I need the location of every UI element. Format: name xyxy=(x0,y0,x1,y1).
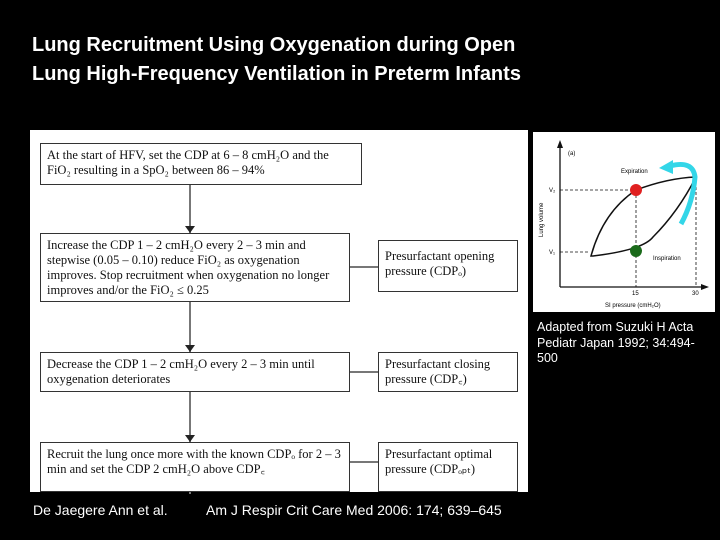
slide-title xyxy=(32,31,521,89)
v1-label: V₁ xyxy=(549,250,556,256)
connector xyxy=(349,266,378,268)
panel-label: (a) xyxy=(568,151,576,157)
hysteresis-loop xyxy=(591,177,696,256)
image-credit: Adapted from Suzuki H Acta Pediatr Japan 1992; 34:494-500 xyxy=(537,320,695,365)
x-tick-30: 30 xyxy=(692,291,699,297)
arrow-down-icon xyxy=(185,345,195,352)
outcome-opening-pressure: Presurfactant opening pressure (CDPₒ) xyxy=(378,240,518,292)
title-line-1: Lung Recruitment Using Oxygenation during Open xyxy=(32,34,516,56)
connector xyxy=(349,371,378,373)
flowchart xyxy=(30,130,528,492)
outcome-optimal-pressure: Presurfactant optimal pressure (CDPₒₚₜ) xyxy=(378,442,518,492)
arrow-down-icon xyxy=(185,435,195,442)
flow-step-3: Decrease the CDP 1 – 2 cmH₂O every 2 – 3 min until oxygenation deteriorates xyxy=(40,352,350,392)
flow-step-2: Increase the CDP 1 – 2 cmH₂O every 2 – 3 min and stepwise (0.05 – 0.10) reduce FiO₂ as oxygenation improves. Stop recruitment when oxygenation no longer improves and/or the FiO₂ ≤ 0.25 xyxy=(40,233,350,302)
inspiration-label: Inspiration xyxy=(653,256,681,262)
v2-label: V₂ xyxy=(549,188,556,194)
x-axis-label: SI pressure (cmH₂O) xyxy=(605,303,661,309)
outcome-closing-pressure: Presurfactant closing pressure (CDP꜀) xyxy=(378,352,518,392)
footer-author: De Jaegere Ann et al. xyxy=(33,502,168,518)
expiration-label: Expiration xyxy=(621,169,648,175)
connector xyxy=(189,492,191,494)
connector xyxy=(349,461,378,463)
flow-step-1: At the start of HFV, set the CDP at 6 – 8 cmH₂O and the FiO₂ resulting in a SpO₂ between 86 – 94% xyxy=(40,143,362,185)
flow-step-4: Recruit the lung once more with the known CDPₒ for 2 – 3 min and set the CDP 2 cmH₂O above CDP꜀ xyxy=(40,442,350,492)
footer-journal: Am J Respir Crit Care Med 2006: 174; 639–645 xyxy=(206,502,502,518)
arrow-down-icon xyxy=(185,226,195,233)
green-point xyxy=(630,245,642,257)
title-line-2: Lung High-Frequency Ventilation in Preterm Infants xyxy=(32,63,521,85)
x-tick-15: 15 xyxy=(632,291,639,297)
red-point xyxy=(630,184,642,196)
y-axis-label: Lung volume xyxy=(539,202,545,237)
cyan-arrow xyxy=(670,164,695,224)
pressure-volume-graph xyxy=(533,132,715,312)
